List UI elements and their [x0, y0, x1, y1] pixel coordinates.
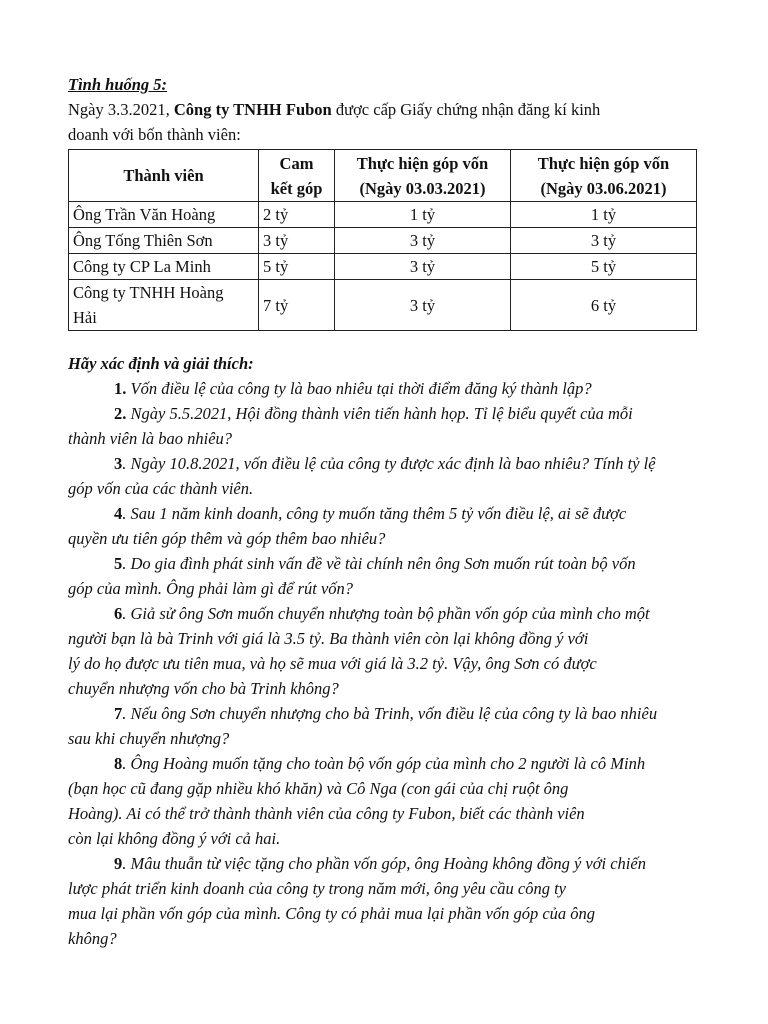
header-paid-june: Thực hiện góp vốn (Ngày 03.06.2021)	[511, 150, 697, 202]
question-number: 5	[114, 554, 123, 573]
table-row	[69, 202, 697, 228]
question-text: Vốn điều lệ của công ty là bao nhiêu tại thời điểm đăng ký thành lập?	[126, 379, 592, 398]
question-item	[68, 451, 695, 501]
questions-heading: Hãy xác định và giải thích:	[68, 354, 254, 373]
question-text: . Nếu ông Sơn chuyển nhượng cho bà Trinh, vốn điều lệ của công ty là bao nhiêu	[122, 704, 658, 723]
question-item	[68, 501, 695, 551]
cell-paid-june: 5 tỷ	[511, 254, 697, 280]
question-line	[68, 676, 695, 701]
cell-paid-june: 1 tỷ	[511, 202, 697, 228]
cell-paid-june: 3 tỷ	[511, 228, 697, 254]
intro-text-pre: Ngày 3.3.2021,	[68, 100, 174, 119]
question-text: góp của mình. Ông phải làm gì để rút vốn?	[68, 579, 354, 598]
question-text: . Sau 1 năm kinh doanh, công ty muốn tăng thêm 5 tỷ vốn điều lệ, ai sẽ được	[122, 504, 627, 523]
question-text: . Giả sử ông Sơn muốn chuyển nhượng toàn bộ phần vốn góp của mình cho một	[122, 604, 650, 623]
question-text: . Do gia đình phát sinh vấn đề về tài chính nên ông Sơn muốn rút toàn bộ vốn	[122, 554, 636, 573]
cell-commit: 3 tỷ	[259, 228, 335, 254]
question-text: Ngày 5.5.2021, Hội đồng thành viên tiến hành họp. Tỉ lệ biểu quyết của mỗi	[126, 404, 633, 423]
cell-member: Ông Tống Thiên Sơn	[69, 228, 259, 254]
question-item	[68, 851, 695, 951]
question-text: thành viên là bao nhiêu?	[68, 429, 233, 448]
header-paid-march: Thực hiện góp vốn (Ngày 03.03.2021)	[335, 150, 511, 202]
cell-member: Công ty CP La Minh	[69, 254, 259, 280]
question-number: 7	[114, 704, 123, 723]
question-text: không?	[68, 929, 117, 948]
cell-member: Ông Trần Văn Hoàng	[69, 202, 259, 228]
question-line	[68, 651, 695, 676]
question-text: lược phát triển kinh doanh của công ty trong năm mới, ông yêu cầu công ty	[68, 879, 566, 898]
question-text: sau khi chuyển nhượng?	[68, 729, 230, 748]
header-commit: Cam kết góp	[259, 150, 335, 202]
cell-paid-march: 3 tỷ	[335, 228, 511, 254]
question-line	[68, 701, 695, 726]
question-text: . Ngày 10.8.2021, vốn điều lệ của công ty được xác định là bao nhiêu? Tính tỷ lệ	[122, 454, 656, 473]
company-name: Công ty TNHH Fubon	[173, 100, 332, 119]
table-header-row	[69, 150, 697, 202]
question-line	[68, 526, 695, 551]
question-number: 4	[114, 504, 123, 523]
question-line	[68, 926, 695, 951]
question-number: 9	[114, 854, 123, 873]
question-line	[68, 826, 695, 851]
question-item	[68, 751, 695, 851]
header-member: Thành viên	[69, 150, 259, 202]
question-number: 1.	[114, 379, 127, 398]
question-line	[68, 576, 695, 601]
table-row	[69, 254, 697, 280]
table-row	[69, 280, 697, 331]
question-line	[68, 776, 695, 801]
question-item	[68, 601, 695, 701]
cell-commit: 7 tỷ	[259, 280, 335, 331]
question-number: 3	[114, 454, 123, 473]
question-line	[68, 601, 695, 626]
question-item	[68, 401, 695, 451]
question-number: 8	[114, 754, 123, 773]
question-text: . Ông Hoàng muốn tặng cho toàn bộ vốn góp của mình cho 2 người là cô Minh	[122, 754, 646, 773]
table-row	[69, 228, 697, 254]
cell-paid-june: 6 tỷ	[511, 280, 697, 331]
cell-paid-march: 1 tỷ	[335, 202, 511, 228]
question-text: còn lại không đồng ý với cả hai.	[68, 829, 281, 848]
question-line	[68, 376, 695, 401]
questions-section	[68, 351, 695, 951]
question-line	[68, 726, 695, 751]
question-text: mua lại phần vốn góp của mình. Công ty có phải mua lại phần vốn góp của ông	[68, 904, 596, 923]
cell-paid-march: 3 tỷ	[335, 254, 511, 280]
question-line	[68, 401, 695, 426]
question-text: lý do họ được ưu tiên mua, và họ sẽ mua với giá là 3.2 tỷ. Vậy, ông Sơn có được	[68, 654, 597, 673]
question-item	[68, 701, 695, 751]
question-text: quyền ưu tiên góp thêm và góp thêm bao nhiêu?	[68, 529, 386, 548]
question-number: 2.	[114, 404, 127, 423]
question-line	[68, 751, 695, 776]
intro-text-post: được cấp Giấy chứng nhận đăng kí kinh	[331, 100, 601, 119]
cell-commit: 5 tỷ	[259, 254, 335, 280]
intro-line-2: doanh với bốn thành viên:	[68, 125, 241, 144]
question-text: . Mâu thuẫn từ việc tặng cho phần vốn góp, ông Hoàng không đồng ý với chiến	[122, 854, 646, 873]
question-line	[68, 451, 695, 476]
question-text: Hoàng). Ai có thể trở thành thành viên của công ty Fubon, biết các thành viên	[68, 804, 585, 823]
question-text: góp vốn của các thành viên.	[68, 479, 254, 498]
question-line	[68, 426, 695, 451]
case-title: Tình huống 5:	[68, 75, 168, 94]
question-line	[68, 476, 695, 501]
question-item	[68, 551, 695, 601]
cell-paid-march: 3 tỷ	[335, 280, 511, 331]
question-text: (bạn học cũ đang gặp nhiều khó khăn) và Cô Nga (con gái của chị ruột ông	[68, 779, 569, 798]
question-item	[68, 376, 695, 401]
question-number: 6	[114, 604, 123, 623]
question-line	[68, 801, 695, 826]
question-line	[68, 501, 695, 526]
question-line	[68, 626, 695, 651]
question-text: người bạn là bà Trinh với giá là 3.5 tỷ. Ba thành viên còn lại không đồng ý với	[68, 629, 589, 648]
members-table	[68, 149, 697, 331]
question-line	[68, 876, 695, 901]
cell-member: Công ty TNHH Hoàng Hải	[69, 280, 259, 331]
question-line	[68, 851, 695, 876]
question-text: chuyển nhượng vốn cho bà Trinh không?	[68, 679, 339, 698]
cell-commit: 2 tỷ	[259, 202, 335, 228]
intro-paragraph	[68, 97, 688, 147]
question-line	[68, 901, 695, 926]
question-list	[68, 376, 695, 951]
question-line	[68, 551, 695, 576]
